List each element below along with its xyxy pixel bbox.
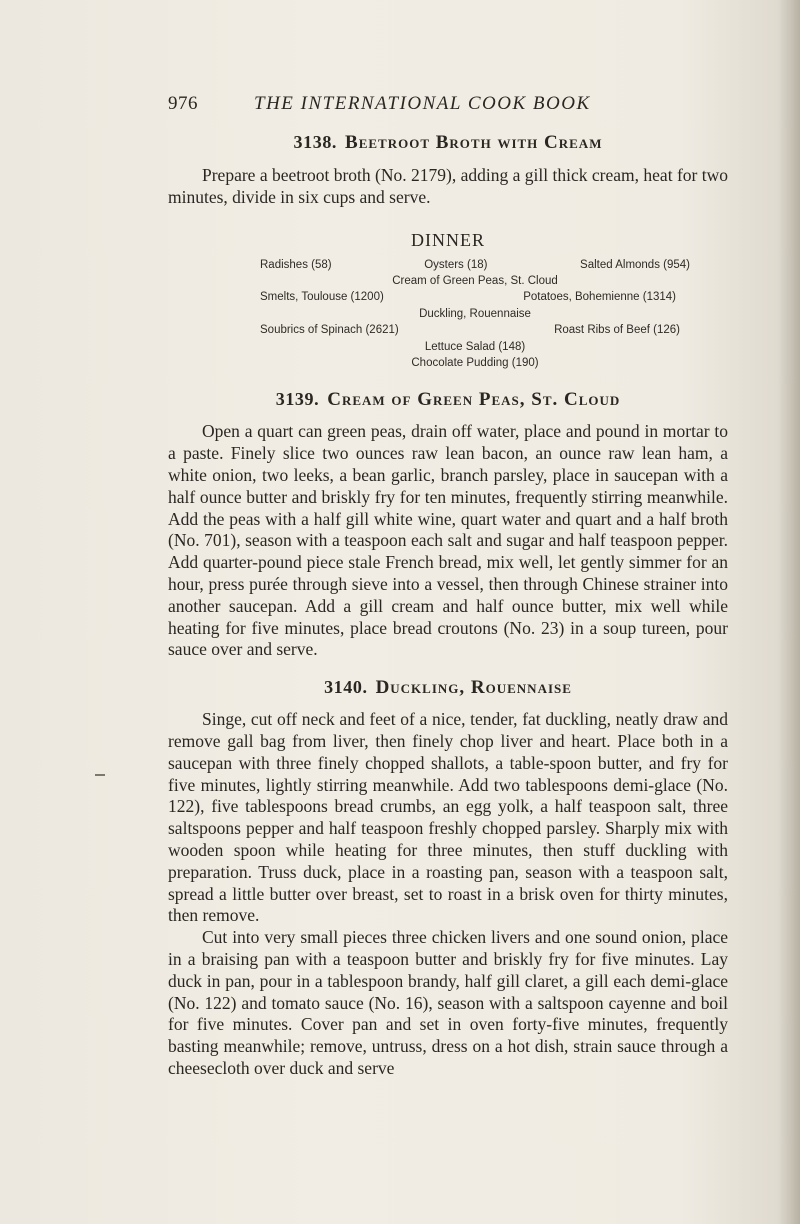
menu-row: [260, 306, 690, 322]
recipe-3138-heading: [168, 130, 728, 155]
dinner-menu: [260, 257, 690, 372]
menu-item: Lettuce Salad (148): [424, 340, 526, 353]
recipe-3140-heading: [168, 675, 728, 700]
menu-item: Radishes (58): [260, 258, 332, 271]
recipe-3140-paragraph-2: Cut into very small pieces three chicken livers and one sound onion, place in a braising pan with a teaspoon butter and briskly fry for five minutes. Lay duck in pan, pour in a tablespoon brandy, half gill claret, a gill each demi-glace (No. 122) and tomato sauce (No. 16), season with a saltspoon cayenne and boil for five minutes. Cover pan and set in oven forty-five minutes, frequently basting meanwhile; remove, untruss, dress on a hot dish, strain sauce through a cheesecloth over duck and serve: [168, 927, 728, 1078]
menu-item: Chocolate Pudding (190): [411, 357, 539, 370]
menu-row: [260, 289, 690, 305]
running-head: [168, 93, 688, 117]
menu-item: Potatoes, Bohemienne (1314): [523, 291, 676, 304]
recipe-3140-paragraph-1: Singe, cut off neck and feet of a nice, tender, fat duckling, neatly draw and remove gall bag from liver, then finely chop liver and heart. Place both in a saucepan with three finely chopped shallots, a table-spoon butter, and fry for five minutes, lightly stirring meanwhile. Add two tablespoons demi-glace (No. 122), five tablespoons bread crumbs, an egg yolk, a half teaspoon salt, three saltspoons pepper and half teaspoon freshly chopped parsley. Sharply mix with wooden spoon while heating for three minutes, then stuff duckling with preparation. Truss duck, place in a roasting pan, season with a teaspoon salt, spread a little butter over breast, set to roast in a brisk oven for thirty minutes, then remove.: [168, 709, 728, 926]
page-edge-shadow: [778, 0, 800, 1224]
dinner-heading: DINNER: [411, 229, 485, 250]
margin-tilde-mark: [95, 774, 105, 776]
recipe-title: Duckling, Rouennaise: [375, 677, 572, 699]
recipe-title: Beetroot Broth with Cream: [345, 132, 603, 153]
recipe-number: 3140.: [324, 677, 368, 698]
recipe-3139-heading: [168, 387, 728, 412]
recipe-3138-text: Prepare a beetroot broth (No. 2179), adding a gill thick cream, heat for two minutes, divide in six cups and serve.: [168, 165, 728, 207]
menu-item: Duckling, Rouennaise: [419, 307, 531, 320]
menu-row: [260, 355, 690, 371]
running-title: THE INTERNATIONAL COOK BOOK: [254, 93, 591, 114]
menu-item: Cream of Green Peas, St. Cloud: [392, 275, 558, 287]
recipe-title: Cream of Green Peas, St. Cloud: [327, 389, 621, 411]
recipe-number: 3139.: [275, 389, 320, 410]
recipe-3139-text: Open a quart can green peas, drain off water, place and pound in mortar to a paste. Finely slice two ounces raw lean bacon, an ounce raw lean ham, a white onion, two leeks, a bean garlic, branch parsley, place in saucepan with a half ounce butter and briskly fry for ten minutes, frequently stirring meanwhile. Add the peas with a half gill white wine, quart water and quart and a half broth (No. 701), season with a teaspoon each salt and sugar and half teaspoon pepper. Add quarter-pound piece stale French bread, mix well, let gently simmer for an hour, press purée through sieve into a vessel, then through Chinese strainer into another saucepan. Add a gill cream and half ounce butter, mix well while heating for five minutes, place bread croutons (No. 23) in a soup tureen, pour sauce over and serve.: [168, 421, 728, 660]
menu-item: Roast Ribs of Beef (126): [554, 324, 680, 337]
menu-item: Soubrics of Spinach (2621): [260, 324, 399, 337]
menu-row: [260, 322, 690, 338]
page-content: [168, 130, 728, 1080]
menu-row: [260, 339, 690, 355]
page-number: 976: [168, 93, 198, 114]
menu-row: [260, 273, 690, 289]
menu-item: Oysters (18): [424, 258, 488, 271]
menu-item: Smelts, Toulouse (1200): [260, 291, 384, 304]
menu-row: [260, 257, 690, 273]
recipe-number: 3138.: [293, 132, 338, 152]
menu-item: Salted Almonds (954): [580, 258, 690, 271]
